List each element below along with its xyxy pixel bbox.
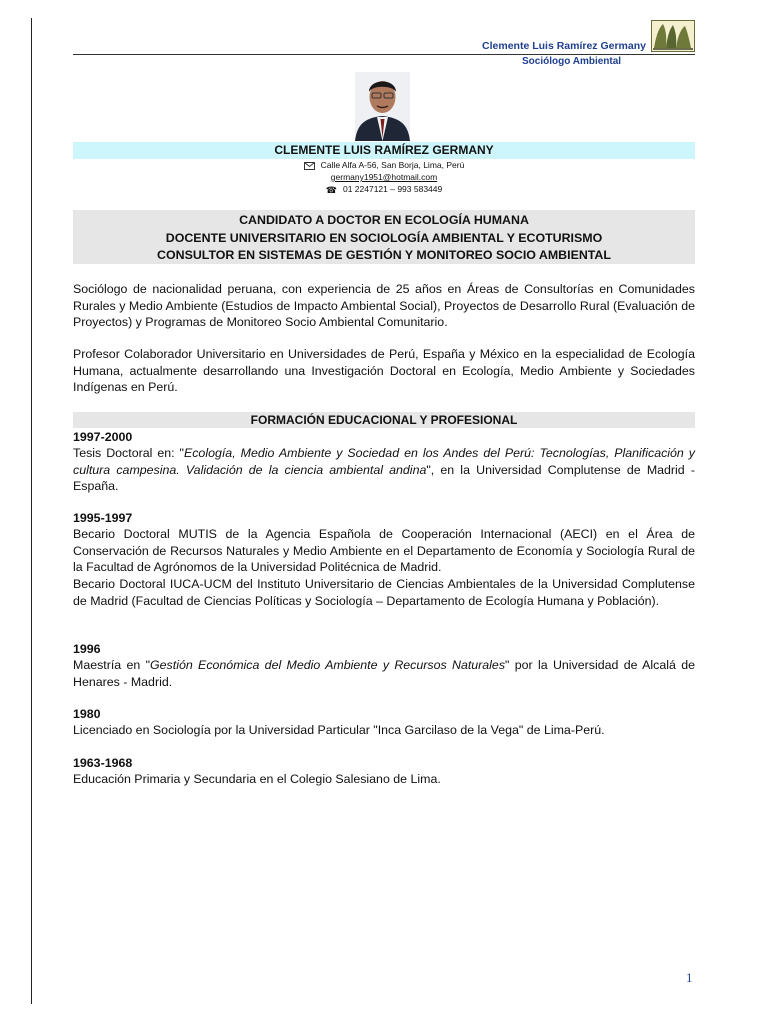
entry-text: Tesis Doctoral en: "Ecología, Medio Ambiente y Sociedad en los Andes del Perú: Tecnologías, Planificación y cultura campesina. Validación de la ciencia ambiental andina", en la Universidad Complutense de Madrid - España.: [73, 446, 695, 494]
entry-year: 1996: [73, 642, 101, 656]
email-line: [0, 171, 768, 183]
entry-text: Becario Doctoral IUCA-UCM del Instituto Universitario de Ciencias Ambientales de la Universidad Complutense de Madrid (Facultad de Ciencias Políticas y Sociología – Departamento de Ecología Humana y Población).: [73, 577, 695, 608]
full-name-bar: CLEMENTE LUIS RAMÍREZ GERMANY: [73, 142, 695, 159]
email-link[interactable]: germany1951@hotmail.com: [330, 172, 438, 182]
title-line: DOCENTE UNIVERSITARIO EN SOCIOLOGÍA AMBIENTAL Y ECOTURISMO: [165, 230, 603, 245]
header-role: Sociólogo Ambiental: [522, 56, 622, 67]
address-text: Calle Alfa A-56, San Borja, Lima, Perú: [320, 160, 465, 170]
profile-photo: [355, 72, 410, 141]
professional-titles: [73, 210, 695, 264]
entry-year: 1997-2000: [73, 430, 133, 444]
header-rule: [73, 54, 695, 55]
title-line: CONSULTOR EN SISTEMAS DE GESTIÓN Y MONITOREO SOCIO AMBIENTAL: [157, 248, 611, 262]
title-line: CANDIDATO A DOCTOR EN ECOLOGÍA HUMANA: [239, 213, 529, 227]
summary-paragraph-1: Sociólogo de nacionalidad peruana, con experiencia de 25 años en Áreas de Consultorías en Comunidades Rurales y Medio Ambiente (Estudios de Impacto Ambiental Social), Proyectos de Desarrollo Rural (Evaluación de Proyectos) y Programas de Monitoreo Socio Ambiental Comunitario.: [73, 282, 695, 330]
entry-text: Licenciado en Sociología por la Universidad Particular "Inca Garcilaso de la Vega" de Lima-Perú.: [73, 723, 605, 737]
entry-text: Becario Doctoral MUTIS de la Agencia Española de Cooperación Internacional (AECI) en el Área de Conservación de Recursos Naturales y Medio Ambiente en el Departamento de Economía y Sociología Rural de la Facultad de Agrónomos de la Universidad Politécnica de Madrid.: [73, 527, 695, 575]
address-line: [0, 159, 768, 171]
entry-year: 1995-1997: [73, 511, 133, 525]
entry-year: 1963-1968: [73, 756, 133, 770]
entry-text: Educación Primaria y Secundaria en el Colegio Salesiano de Lima.: [73, 772, 441, 786]
phone-text: 01 2247121 – 993 583449: [342, 184, 443, 194]
phone-icon: ☎: [325, 184, 337, 195]
summary-paragraph-2: Profesor Colaborador Universitario en Universidades de Perú, España y México en la especialidad de Ecología Humana, actualmente desarrollando una Investigación Doctoral en Ecología, Medio Ambiente y Sociedades Indígenas en Perú.: [73, 347, 695, 395]
entry-year: 1980: [73, 707, 101, 721]
page-number: 1: [686, 970, 693, 985]
entry-text: Maestría en "Gestión Económica del Medio Ambiente y Recursos Naturales" por la Universidad de Alcalá de Henares - Madrid.: [73, 658, 695, 689]
phone-line: [0, 183, 768, 196]
education-heading: FORMACIÓN EDUCACIONAL Y PROFESIONAL: [73, 412, 695, 428]
header-name: Clemente Luis Ramírez Germany: [482, 40, 646, 52]
envelope-icon: [304, 162, 315, 170]
header-logo: [651, 20, 695, 52]
